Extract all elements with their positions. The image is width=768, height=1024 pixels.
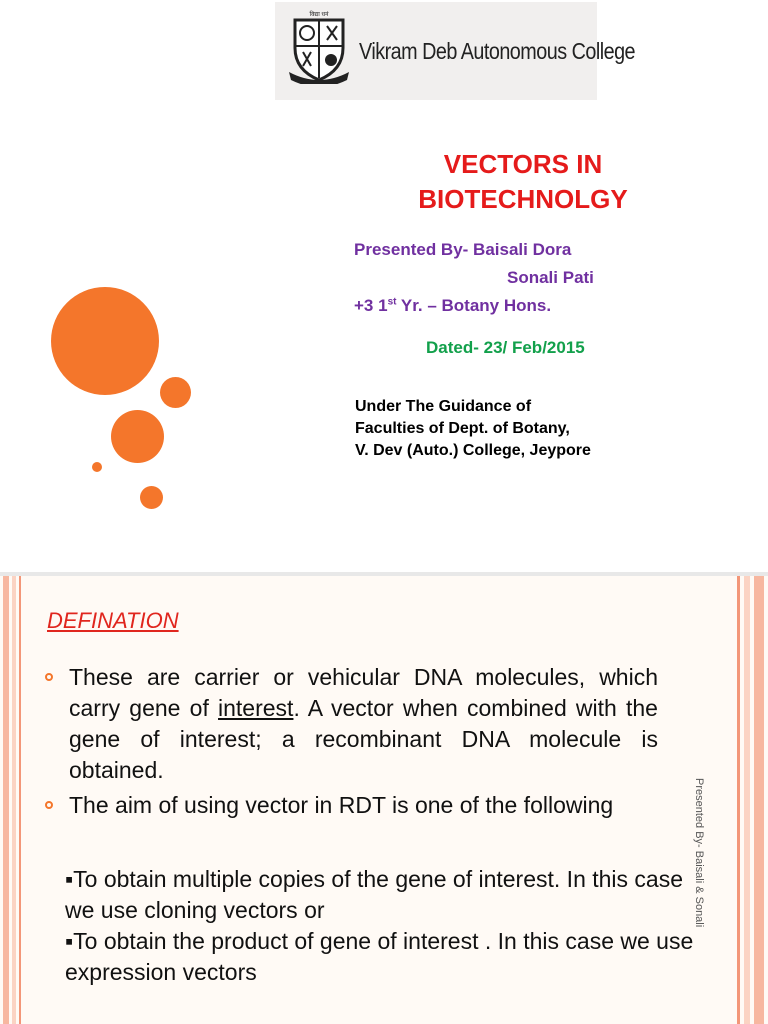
class-year [354,296,551,316]
date-text: Dated- 23/ Feb/2015 [426,338,585,357]
guidance-line-1: Under The Guidance of [355,398,532,415]
left-stripe-3 [19,576,21,1024]
definition-slide [0,576,768,1024]
bullet-2 [45,790,658,821]
presentation-title [400,147,646,217]
bullet-2-text: The aim of using vector in RDT is one of the following [69,792,614,818]
sub-bullet-1: ▪To obtain multiple copies of the gene of interest. In this case we use cloning vectors or [65,866,684,923]
decor-circle-medium [111,410,164,463]
title-line-2: BIOTECHNOLGY [418,184,628,214]
college-crest-icon [289,10,349,84]
crest-motto: विद्या धनं [309,12,329,18]
bullet-1-underlined: interest [218,695,294,721]
presented-by: Presented By- Baisali Dora [354,240,572,259]
guidance-line-3: V. Dev (Auto.) College, Jeypore [355,442,591,459]
college-logo-banner [275,2,636,100]
decor-circle-small-2 [140,486,163,509]
sub-bullet-2: ▪To obtain the product of gene of interest . In this case we use expression vectors [65,928,694,985]
bullet-icon [45,673,53,681]
left-stripe-1 [3,576,9,1024]
year-prefix: +3 1 [354,296,388,315]
right-stripe-2 [744,576,750,1024]
bullet-icon [45,801,53,809]
bullet-1-text-a: These are carrier or vehicular DNA molecules, which carry gene of [69,664,658,721]
bullet-1 [45,662,658,786]
decor-circle-tiny [92,462,102,472]
right-stripe-3 [754,576,764,1024]
college-name: Vikram Deb Autonomous College [359,38,636,64]
left-stripe-2 [12,576,16,1024]
guidance-line-2: Faculties of Dept. of Botany, [355,420,570,437]
title-line-1: VECTORS IN [443,149,603,179]
guidance-block [355,396,591,462]
definition-heading: DEFINATION [47,608,179,633]
decor-circle-small-1 [160,377,191,408]
side-note-vertical: Presented By- Baisali & Sonali [693,778,705,928]
presenter-2: Sonali Pati [507,268,594,287]
decor-circle-large [51,287,159,395]
bullet-1-text-b: . A vector when combined with the gene of interest; a recombinant DNA molecule is obtained. [69,695,658,783]
year-sup: st [387,296,397,308]
right-stripe-1 [737,576,740,1024]
year-suffix: Yr. – Botany Hons. [396,296,552,315]
